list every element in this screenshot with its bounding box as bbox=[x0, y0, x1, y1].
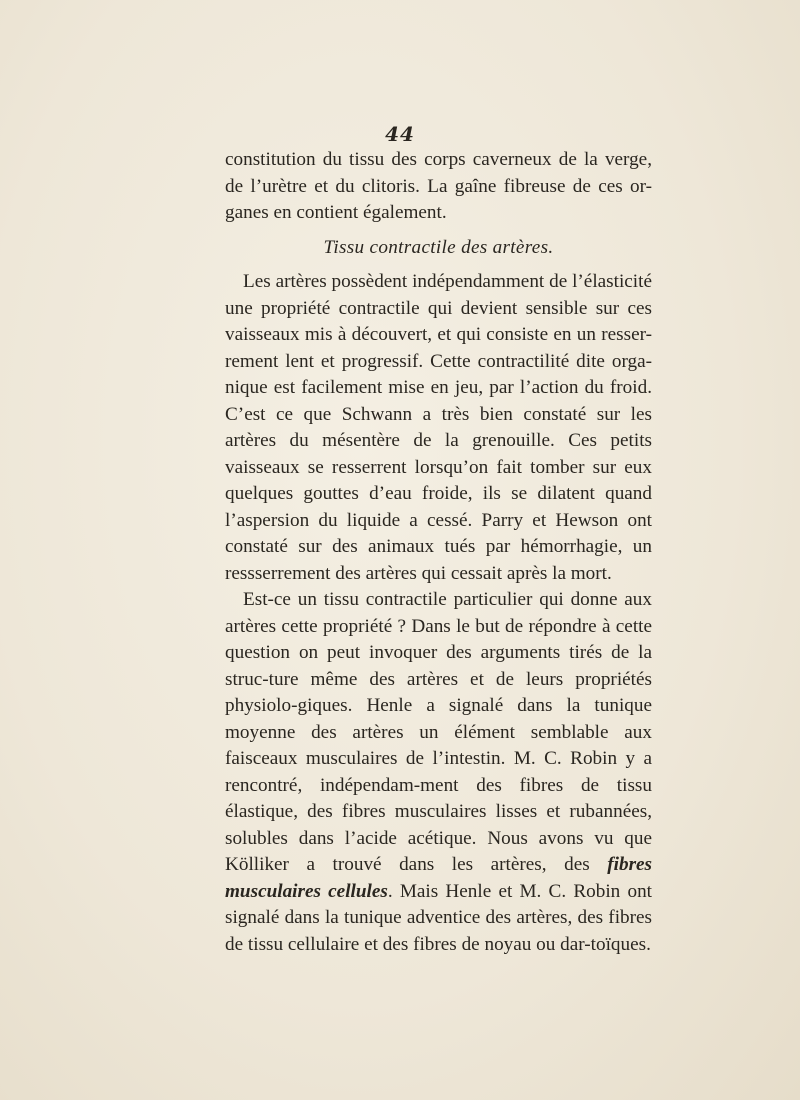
paragraph-continuation: constitution du tissu des corps caverneux de la verge, de l’urètre et du clitoris. La gaîne fibreuse de ces or-ganes en contient également. bbox=[225, 149, 652, 223]
paragraph: Les artères possèdent indépendamment de l’élasticité une propriété contractile qui devient sensible sur ces vaisseaux mis à découvert, et qui consiste en un resser-rement lent et progressif. Cette contractilité dite orga-nique est facilement mise en jeu, par l’action du froid. C’est ce que Schwann a très bien constaté sur les artères du mésentère de la grenouille. Ces petits vaisseaux se resserrent lorsqu’on fait tomber sur eux quelques gouttes d’eau froide, ils se dilatent quand l’aspersion du liquide a cessé. Parry et Hewson ont constaté sur des animaux tués par hémorrhagie, un ressserrement des artères qui cessait après la mort. bbox=[225, 271, 652, 584]
paragraph-text: Est-ce un tissu contractile particulier qui donne aux artères cette propriété ? Dans le but de répondre à cette question on peut invoquer des arguments tirés de la struc-ture même des artères et de leurs propriétés physiolo-giques. Henle a signalé dans la tunique moyenne des artères un élément semblable aux faisceaux musculaires de l’intestin. M. C. Robin y a rencontré, indépendam-ment des fibres de tissu élastique, des fibres musculaires lisses et rubannées, solubles dans l’acide acétique. Nous avons vu que Kölliker a trouvé dans les artères, des bbox=[225, 589, 652, 875]
paragraph bbox=[225, 587, 652, 958]
paragraph-text: . Mais Henle et M. C. Robin ont signalé dans la tunique adventice des artères, des fibres de tissu cellulaire et des fibres de noyau ou dar-toïques. bbox=[225, 880, 652, 955]
italic-term: fibres musculaires cellules bbox=[225, 854, 653, 902]
body-text bbox=[225, 147, 652, 958]
page-number: 44 bbox=[385, 122, 415, 146]
section-heading: Tissu contractile des artères. bbox=[323, 236, 554, 258]
